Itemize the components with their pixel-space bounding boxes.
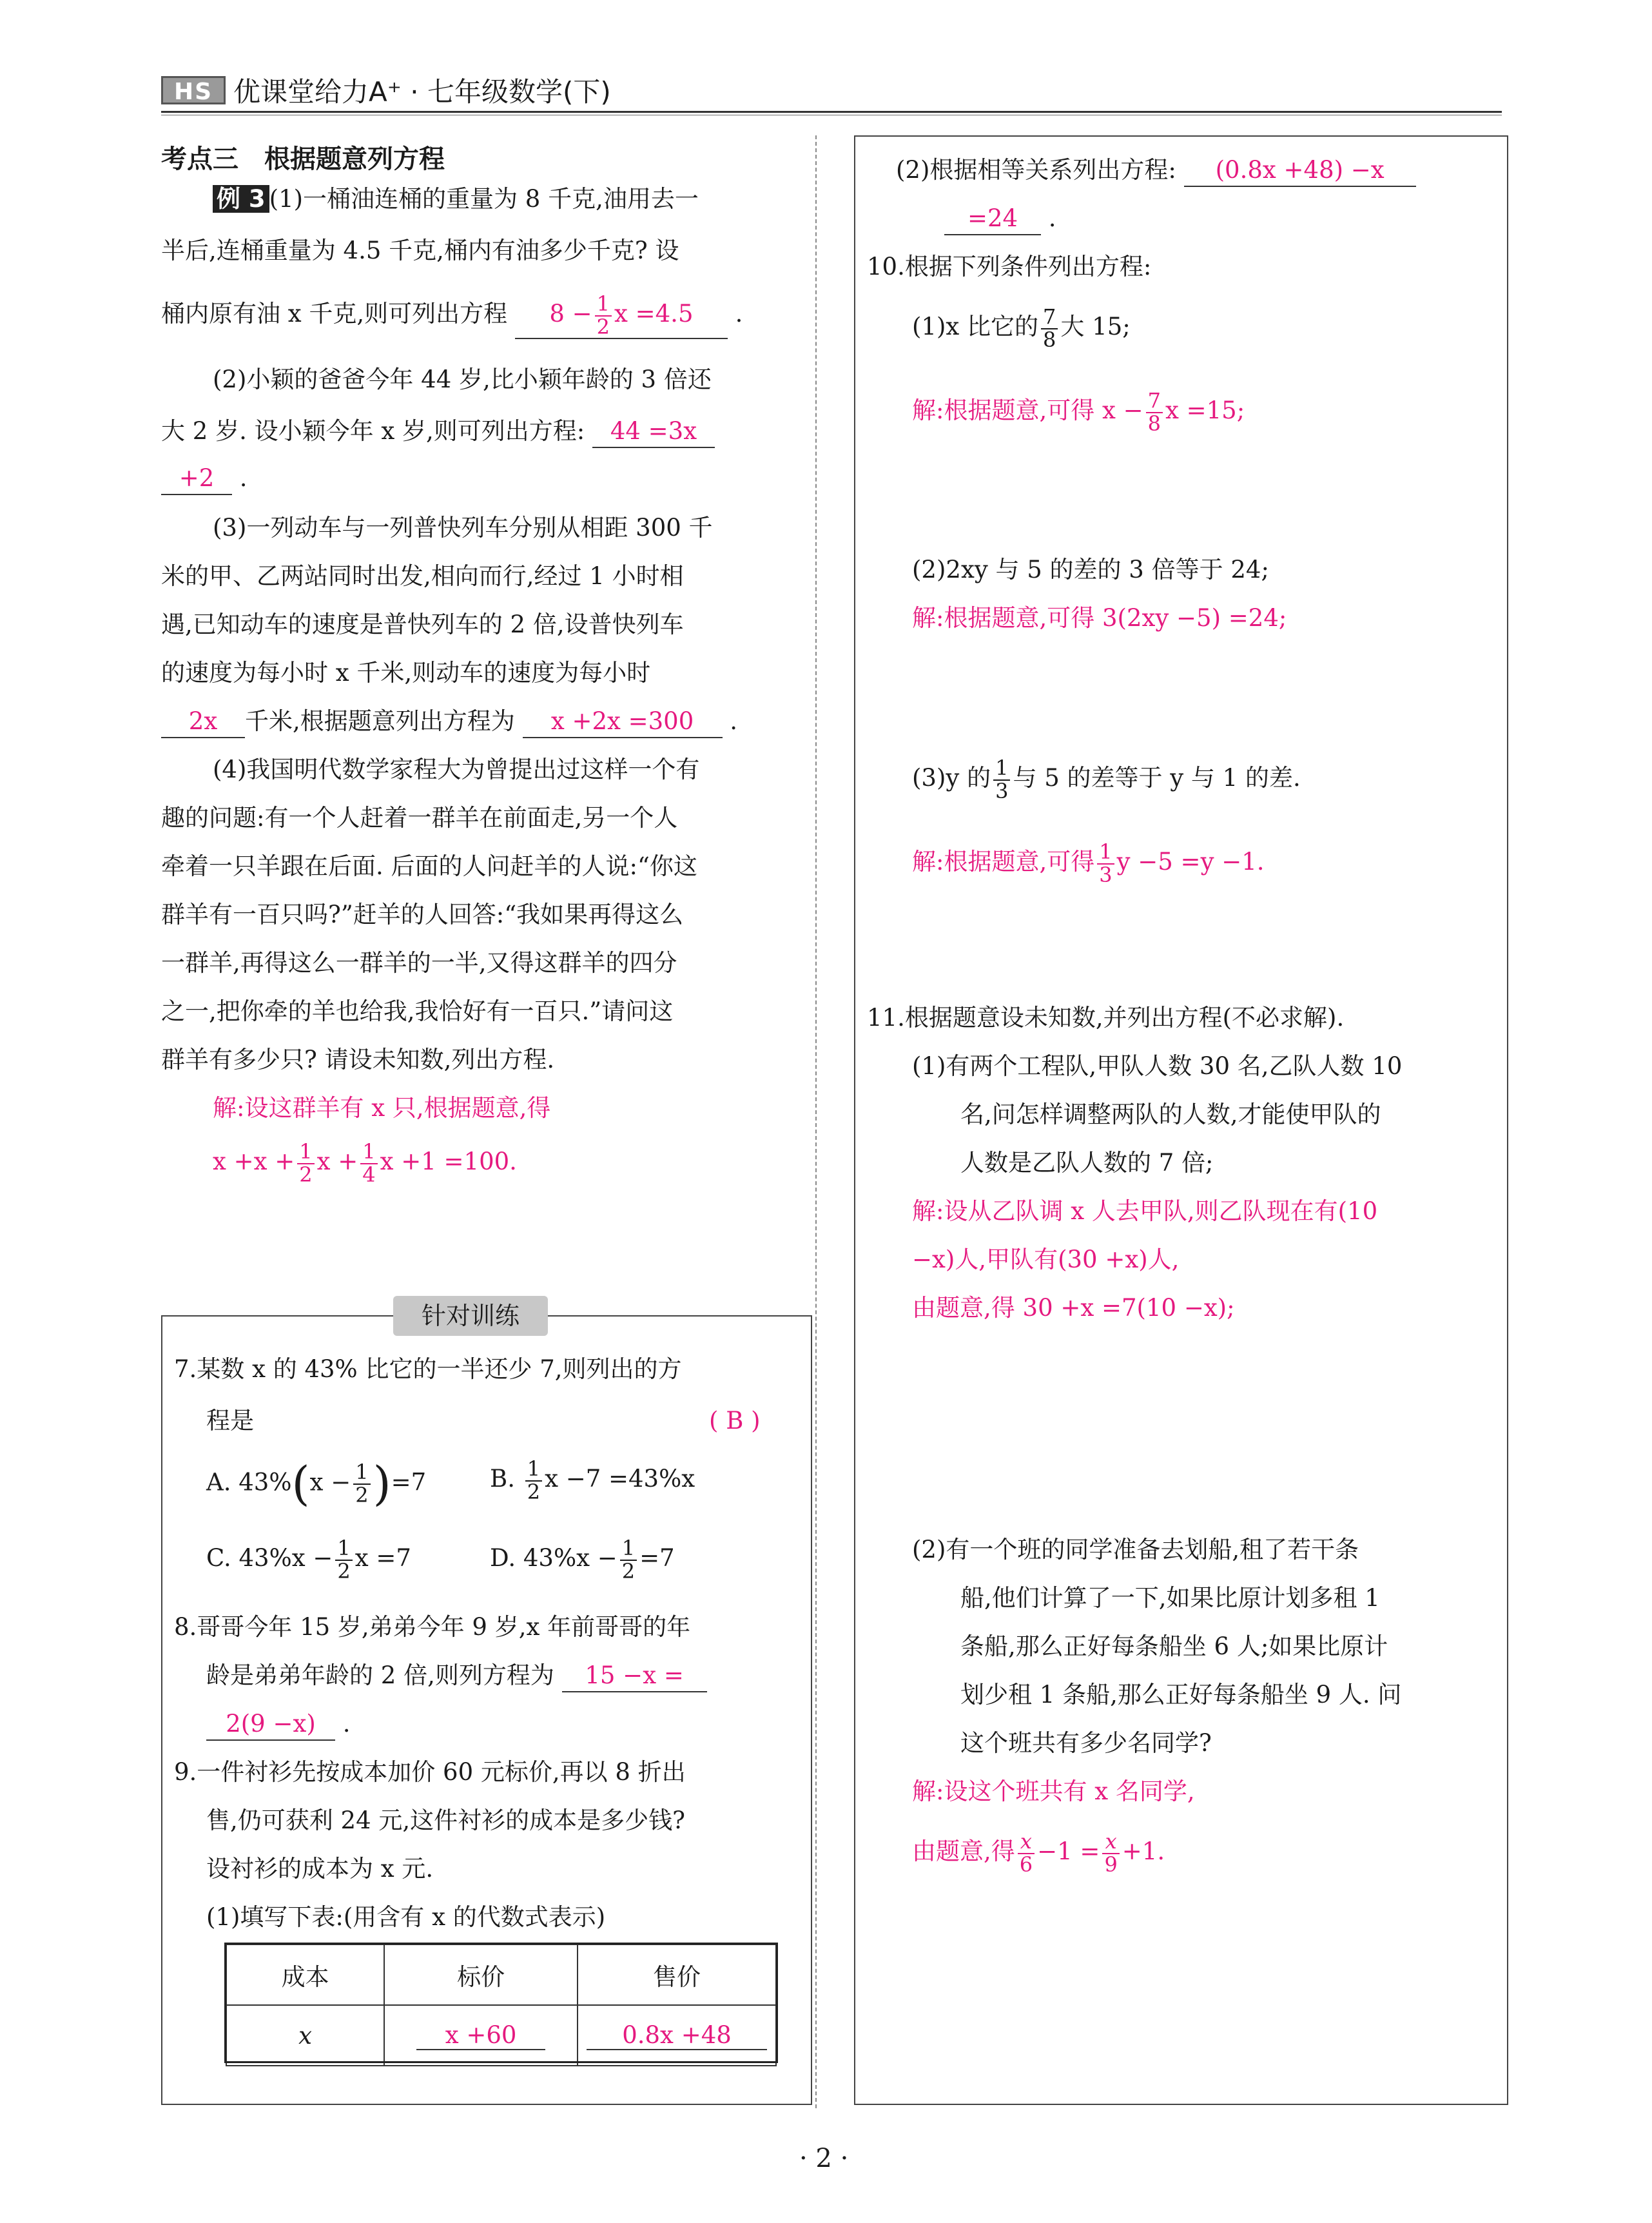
ex3-q2-line2: 大 2 岁. 设小颖今年 x 岁,则可列出方程: 44 =3x	[161, 416, 715, 448]
ex3-q4-line5: 一群羊,再得这么一群羊的一半,又得这群羊的四分	[161, 949, 677, 977]
q11-1-line3: 人数是乙队人数的 7 倍;	[960, 1149, 1214, 1177]
table-cell-sale-price: 0.8x +48	[578, 2005, 776, 2066]
ex3-q3-line2: 米的甲、乙两站同时出发,相向而行,经过 1 小时相	[161, 562, 684, 590]
table-cell-list-price: x +60	[384, 2005, 578, 2066]
q10-3: (3)y 的 $\frac{1}{3}$ 与 5 的差等于 y 与 1 的差.	[912, 756, 1301, 803]
ex3-q4-solution-line1: 解:设这群羊有 x 只,根据题意,得	[213, 1094, 551, 1122]
ex3-q4-solution-equation: x +x + $\frac{1}{2}$ x + $\frac{1}{4}$ x +1 =100.	[213, 1139, 517, 1187]
ex3-q4-line1: (4)我国明代数学家程大为曾提出过这样一个有	[213, 756, 700, 783]
ex3-q1-answer: 8 − $\frac{1}{2}$ x =4.5	[515, 293, 728, 339]
column-divider	[815, 135, 817, 2108]
ex3-q1-line2: 半后,连桶重量为 4.5 千克,桶内有油多少千克? 设	[161, 237, 679, 264]
q8-line3: 2(9 −x) .	[206, 1709, 351, 1741]
q11-1-solution-line2: −x)人,甲队有(30 +x)人,	[912, 1246, 1180, 1273]
q10-2-solution: 解:根据题意,可得 3(2xy −5) =24;	[912, 604, 1287, 632]
q11-1-line2: 名,问怎样调整两队的人数,才能使甲队的	[960, 1101, 1381, 1128]
table-row	[226, 2005, 776, 2066]
ex3-q1-line1: 例 3 (1)一桶油连桶的重量为 8 千克,油用去一	[213, 184, 699, 215]
table-header-row	[226, 1944, 776, 2005]
practice-tab: 针对训练	[393, 1296, 548, 1336]
q7-option-a: A. 43%(x − $\frac{1}{2}$ )=7	[206, 1456, 427, 1511]
q8-answer-part2: 2(9 −x)	[206, 1709, 335, 1741]
q9-2-answer-part2: =24	[944, 203, 1041, 235]
ex3-q2-answer-part2: +2	[161, 463, 232, 495]
q8-line2: 龄是弟弟年龄的 2 倍,则列方程为 15 −x =	[206, 1660, 707, 1692]
page-number: · 2 ·	[799, 2144, 849, 2173]
q11-2-line4: 划少租 1 条船,那么正好每条船坐 9 人. 问	[960, 1681, 1402, 1709]
q7-option-d: D. 43%x − $\frac{1}{2}$ =7	[490, 1536, 675, 1583]
q11-2-line2: 船,他们计算了一下,如果比原计划多租 1	[960, 1584, 1380, 1612]
header-rule	[161, 111, 1502, 113]
table-header-sale-price: 售价	[578, 1944, 776, 2005]
series-logo: HS	[161, 76, 226, 104]
ex3-q3-line5: 2x 千米,根据题意列出方程为 x +2x =300 .	[161, 706, 737, 738]
q9-line1: 9.一件衬衫先按成本加价 60 元标价,再以 8 折出	[174, 1758, 686, 1786]
q11-1-solution-line1: 解:设从乙队调 x 人去甲队,则乙队现在有(10	[912, 1197, 1378, 1225]
ex3-q3-answer1: 2x	[161, 706, 245, 738]
q9-line2: 售,仍可获利 24 元,这件衬衫的成本是多少钱?	[206, 1807, 685, 1834]
q11-2-line1: (2)有一个班的同学准备去划船,租了若干条	[912, 1536, 1359, 1563]
table-header-cost: 成本	[226, 1944, 384, 2005]
ex3-q4-line3: 牵着一只羊跟在后面. 后面的人问赶羊的人说:“你这	[161, 852, 697, 880]
q11-2-line5: 这个班共有多少名同学?	[960, 1729, 1212, 1757]
ex3-q2-line3: +2 .	[161, 463, 248, 495]
table-cell-cost: x	[226, 2005, 384, 2066]
q10-1-solution: 解:根据题意,可得 x − $\frac{7}{8}$ x =15;	[912, 388, 1245, 436]
example-badge: 例 3	[213, 185, 269, 213]
q7-option-b: B. $\frac{1}{2}$ x −7 =43%x	[490, 1456, 695, 1504]
ex3-q3-line3: 遇,已知动车的速度是普快列车的 2 倍,设普快列车	[161, 611, 684, 638]
q10-2: (2)2xy 与 5 的差的 3 倍等于 24;	[912, 556, 1269, 583]
ex3-q3-line4: 的速度为每小时 x 千米,则动车的速度为每小时	[161, 659, 651, 687]
ex3-q2-line1: (2)小颖的爸爸今年 44 岁,比小颖年龄的 3 倍还	[213, 366, 712, 393]
ex3-q4-line6: 之一,把你牵的羊也给我,我恰好有一百只.”请问这	[161, 997, 674, 1025]
q7-line2: 程是	[206, 1407, 254, 1435]
q7-option-c: C. 43%x − $\frac{1}{2}$ x =7	[206, 1536, 411, 1583]
q11-2-line3: 条船,那么正好每条船坐 6 人;如果比原计	[960, 1632, 1388, 1660]
ex3-q4-line7: 群羊有多少只? 请设未知数,列出方程.	[161, 1046, 555, 1073]
ex3-q4-line4: 群羊有一百只吗?”赶羊的人回答:“我如果再得这么	[161, 901, 684, 928]
q10-title: 10.根据下列条件列出方程:	[867, 253, 1152, 280]
q9-table	[226, 1944, 777, 2066]
q11-1-solution-line3: 由题意,得 30 +x =7(10 −x);	[912, 1294, 1235, 1322]
ex3-q4-line2: 趣的问题:有一个人赶着一群羊在前面走,另一个人	[161, 804, 678, 832]
q8-answer-part1: 15 −x =	[562, 1660, 707, 1692]
ex3-q3-answer2: x +2x =300	[523, 706, 723, 738]
q9-2-line2: =24 .	[944, 203, 1056, 235]
header-title: 优课堂给力A⁺ · 七年级数学(下)	[233, 76, 611, 108]
q9-2-line1: (2)根据相等关系列出方程: (0.8x +48) −x	[896, 155, 1416, 187]
q10-1: (1)x 比它的 $\frac{7}{8}$ 大 15;	[912, 304, 1131, 352]
ex3-q1-line3: 桶内原有油 x 千克,则可列出方程 8 − $\frac{1}{2}$ x =4.5 .	[161, 291, 743, 339]
section-title: 考点三 根据题意列方程	[161, 144, 445, 174]
q11-1-line1: (1)有两个工程队,甲队人数 30 名,乙队人数 10	[912, 1052, 1403, 1080]
q7-line1: 7.某数 x 的 43% 比它的一半还少 7,则列出的方	[174, 1355, 682, 1383]
q11-2-solution-line1: 解:设这个班共有 x 名同学,	[912, 1777, 1195, 1805]
q11-title: 11.根据题意设未知数,并列出方程(不必求解).	[867, 1004, 1345, 1032]
q10-3-solution: 解:根据题意,可得 $\frac{1}{3}$ y −5 =y −1.	[912, 839, 1265, 887]
q8-line1: 8.哥哥今年 15 岁,弟弟今年 9 岁,x 年前哥哥的年	[174, 1613, 691, 1641]
q9-2-answer-part1: (0.8x +48) −x	[1184, 155, 1416, 187]
ex3-q3-line1: (3)一列动车与一列普快列车分别从相距 300 千	[213, 514, 713, 542]
q9-sub1: (1)填写下表:(用含有 x 的代数式表示)	[206, 1903, 606, 1931]
q11-2-solution-equation: 由题意,得 $\frac{x}{6}$ −1 = $\frac{x}{9}$ +1.	[912, 1829, 1165, 1877]
q9-line3: 设衬衫的成本为 x 元.	[206, 1855, 434, 1883]
ex3-q2-answer-part1: 44 =3x	[592, 416, 715, 448]
table-header-list-price: 标价	[384, 1944, 578, 2005]
q7-answer: ( B )	[709, 1407, 761, 1435]
